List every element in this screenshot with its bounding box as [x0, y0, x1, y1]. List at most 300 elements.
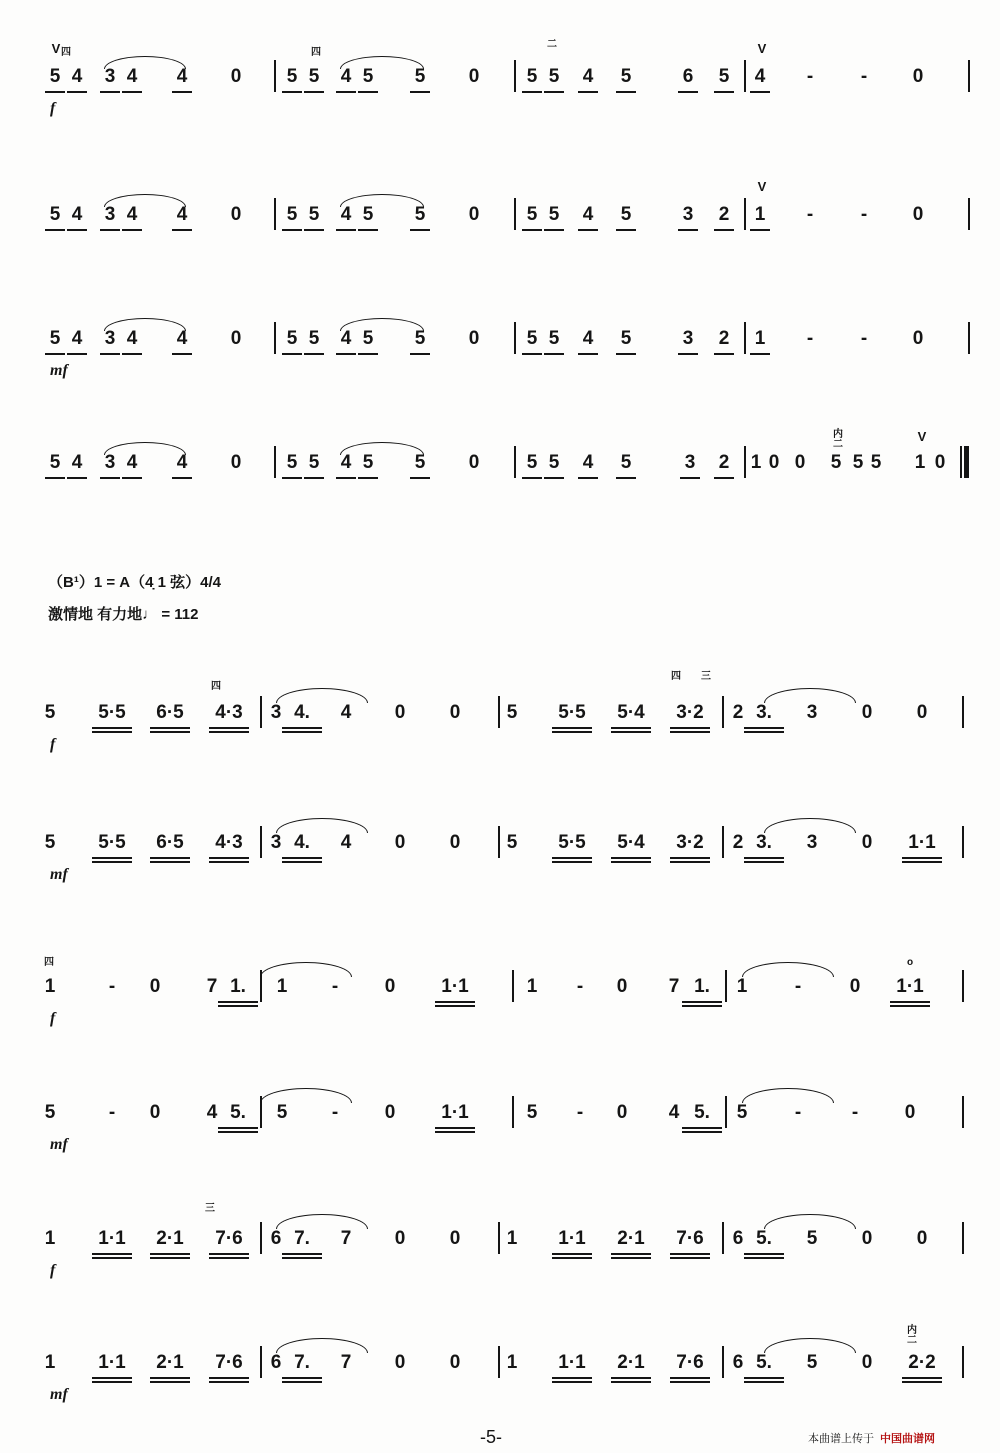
beam — [902, 1377, 942, 1379]
note: 5 — [620, 66, 632, 87]
note: 0 — [468, 66, 480, 87]
beam — [209, 861, 249, 863]
beam — [522, 229, 542, 231]
dynamic-marking: mf — [50, 1136, 68, 1153]
beam — [611, 861, 651, 863]
beam — [209, 1257, 249, 1259]
barline — [962, 1222, 964, 1254]
beam — [744, 1257, 784, 1259]
note: 2·2 — [908, 1352, 936, 1373]
beam — [902, 1381, 942, 1383]
site-logo: 中国曲谱网 — [880, 1433, 935, 1445]
note: 0 — [849, 976, 861, 997]
beam — [578, 353, 598, 355]
beam — [209, 1253, 249, 1255]
beam — [67, 229, 87, 231]
note: 5 — [308, 66, 320, 87]
beam — [552, 1377, 592, 1379]
beam — [282, 91, 302, 93]
note: 2·1 — [617, 1352, 645, 1373]
barline — [725, 1096, 727, 1128]
note: 2·1 — [156, 1352, 184, 1373]
note: 2 — [718, 204, 730, 225]
beam — [522, 353, 542, 355]
note: 0 — [912, 328, 924, 349]
note: 5·5 — [558, 702, 586, 723]
note: 5 — [526, 1102, 538, 1123]
note: 3 — [270, 832, 282, 853]
note: 4 — [71, 66, 83, 87]
page-number: -5- — [480, 1427, 502, 1447]
beam — [714, 229, 734, 231]
beam — [680, 477, 700, 479]
dynamic-marking: f — [50, 1262, 56, 1279]
beam — [122, 91, 142, 93]
beam — [45, 353, 65, 355]
note: - — [851, 1102, 859, 1123]
note: 1·1 — [558, 1352, 586, 1373]
note: 1. — [694, 976, 710, 997]
beam — [611, 731, 651, 733]
beam — [218, 1001, 258, 1003]
note: 5 — [830, 452, 842, 473]
note: 7·6 — [215, 1352, 243, 1373]
beam — [92, 861, 132, 863]
staff-system — [0, 814, 1000, 924]
note: 5. — [230, 1102, 246, 1123]
note: 4 — [176, 328, 188, 349]
beam — [890, 1001, 930, 1003]
note: 1·1 — [98, 1228, 126, 1249]
note: 2·1 — [156, 1228, 184, 1249]
fingering-mark: 三 — [205, 1203, 215, 1214]
beam — [670, 857, 710, 859]
beam — [611, 727, 651, 729]
note: 4 — [340, 66, 352, 87]
note: 4 — [582, 452, 594, 473]
beam — [282, 229, 302, 231]
beam — [616, 477, 636, 479]
note: 5 — [44, 702, 56, 723]
beam — [611, 1377, 651, 1379]
note: 1·1 — [896, 976, 924, 997]
slur — [742, 962, 834, 977]
note: 5·5 — [98, 702, 126, 723]
note: 4 — [126, 204, 138, 225]
beam — [616, 229, 636, 231]
dynamic-marking: f — [50, 736, 56, 753]
breath-mark: V — [917, 429, 927, 444]
beam — [45, 91, 65, 93]
note: - — [576, 976, 584, 997]
slur — [260, 962, 352, 977]
note: 0 — [394, 1228, 406, 1249]
note: 0 — [616, 1102, 628, 1123]
note: 5 — [362, 204, 374, 225]
note: 4 — [582, 204, 594, 225]
beam — [282, 1377, 322, 1379]
beam — [744, 1377, 784, 1379]
note: 3 — [270, 702, 282, 723]
beam — [282, 1381, 322, 1383]
fingering-mark: 四 — [44, 957, 54, 968]
note: 1·1 — [98, 1352, 126, 1373]
note: 0 — [916, 1228, 928, 1249]
note: 1 — [736, 976, 748, 997]
slur — [104, 442, 186, 455]
note: 5 — [620, 452, 632, 473]
staff-system — [0, 681, 1000, 794]
note: 0 — [912, 204, 924, 225]
note: 1 — [526, 976, 538, 997]
note: 3 — [682, 328, 694, 349]
note: 0 — [861, 1228, 873, 1249]
slur — [260, 1088, 352, 1103]
note: 5 — [308, 204, 320, 225]
barline — [514, 60, 516, 92]
note: 5 — [852, 452, 864, 473]
beam — [744, 731, 784, 733]
beam — [435, 1127, 475, 1129]
note: 5 — [736, 1102, 748, 1123]
note: 4 — [71, 328, 83, 349]
note: 0 — [468, 204, 480, 225]
note: 1·1 — [441, 1102, 469, 1123]
barline — [722, 1222, 724, 1254]
beam — [410, 353, 430, 355]
barline — [962, 970, 964, 1002]
note: 5·4 — [617, 702, 645, 723]
note: 5 — [870, 452, 882, 473]
beam — [150, 731, 190, 733]
note: - — [331, 976, 339, 997]
beam — [282, 1253, 322, 1255]
note: 7 — [206, 976, 218, 997]
note: 1 — [276, 976, 288, 997]
dynamic-marking: mf — [50, 362, 68, 379]
note: 0 — [449, 1228, 461, 1249]
note: 5 — [806, 1352, 818, 1373]
barline — [744, 60, 746, 92]
beam — [150, 1257, 190, 1259]
note: 5 — [414, 66, 426, 87]
note: 0 — [934, 452, 946, 473]
note: 0 — [230, 452, 242, 473]
beam — [282, 731, 322, 733]
note: 1 — [44, 1352, 56, 1373]
note: 0 — [394, 1352, 406, 1373]
note: 0 — [384, 1102, 396, 1123]
beam — [744, 857, 784, 859]
note: 3 — [806, 832, 818, 853]
beam — [682, 1005, 722, 1007]
slur — [764, 818, 856, 833]
note: 4 — [126, 66, 138, 87]
note: 4 — [126, 452, 138, 473]
beam — [282, 477, 302, 479]
note: 3·2 — [676, 832, 704, 853]
dynamic-marking: mf — [50, 1386, 68, 1403]
barline — [260, 826, 262, 858]
barline — [725, 970, 727, 1002]
note: 5 — [44, 1102, 56, 1123]
staff-system — [0, 958, 1000, 1068]
note: 5 — [362, 66, 374, 87]
note: 5. — [756, 1228, 772, 1249]
beam — [150, 1381, 190, 1383]
beam — [100, 91, 120, 93]
note: 4 — [176, 452, 188, 473]
note: 5 — [548, 328, 560, 349]
fingering-mark: 内二 — [907, 1325, 917, 1346]
note: 5 — [620, 328, 632, 349]
beam — [92, 1257, 132, 1259]
fingering-mark: 四 — [311, 47, 321, 58]
beam — [611, 1381, 651, 1383]
note: 7. — [294, 1228, 310, 1249]
note: 1 — [506, 1228, 518, 1249]
note: 5 — [526, 66, 538, 87]
beam — [336, 477, 356, 479]
final-barline — [964, 446, 969, 478]
slur — [764, 1214, 856, 1229]
note: 4 — [582, 66, 594, 87]
note: 0 — [230, 328, 242, 349]
note: 0 — [468, 452, 480, 473]
slur — [340, 442, 424, 455]
beam — [358, 91, 378, 93]
barline — [960, 446, 962, 478]
barline — [968, 322, 970, 354]
note: 5 — [414, 204, 426, 225]
slur — [764, 688, 856, 703]
note: 2 — [732, 702, 744, 723]
note: 0 — [449, 702, 461, 723]
note: 4. — [294, 832, 310, 853]
beam — [209, 1381, 249, 1383]
beam — [92, 1377, 132, 1379]
note: 5. — [694, 1102, 710, 1123]
note: 2 — [732, 832, 744, 853]
note: 0 — [616, 976, 628, 997]
dynamic-marking: mf — [50, 866, 68, 883]
note: 6 — [270, 1352, 282, 1373]
note: 0 — [468, 328, 480, 349]
note: 5 — [286, 66, 298, 87]
barline — [260, 1346, 262, 1378]
note: 5 — [548, 66, 560, 87]
note: - — [576, 1102, 584, 1123]
note: 0 — [794, 452, 806, 473]
beam — [890, 1005, 930, 1007]
note: 3·2 — [676, 702, 704, 723]
barline — [498, 696, 500, 728]
note: 5 — [548, 204, 560, 225]
beam — [682, 1127, 722, 1129]
note: 2 — [718, 452, 730, 473]
beam — [544, 353, 564, 355]
beam — [218, 1005, 258, 1007]
note: - — [108, 1102, 116, 1123]
beam — [304, 353, 324, 355]
note: 7 — [340, 1228, 352, 1249]
beam — [304, 229, 324, 231]
note: 4 — [71, 204, 83, 225]
beam — [282, 861, 322, 863]
beam — [410, 91, 430, 93]
slur — [104, 318, 186, 331]
beam — [616, 91, 636, 93]
note: 0 — [861, 702, 873, 723]
beam — [750, 353, 770, 355]
note: 0 — [912, 66, 924, 87]
beam — [150, 727, 190, 729]
beam — [122, 353, 142, 355]
beam — [670, 1253, 710, 1255]
note: 4 — [754, 66, 766, 87]
note: 4·3 — [215, 702, 243, 723]
beam — [282, 857, 322, 859]
note: 1 — [754, 204, 766, 225]
barline — [512, 970, 514, 1002]
note: 5 — [526, 452, 538, 473]
beam — [611, 1253, 651, 1255]
note: 7 — [340, 1352, 352, 1373]
beam — [209, 731, 249, 733]
barline — [274, 322, 276, 354]
note: 0 — [230, 66, 242, 87]
slur — [276, 1214, 368, 1229]
dynamic-marking: f — [50, 1010, 56, 1027]
beam — [670, 1377, 710, 1379]
note: 1·1 — [908, 832, 936, 853]
beam — [682, 1001, 722, 1003]
beam — [670, 1381, 710, 1383]
staff-system — [0, 310, 1000, 420]
barline — [968, 198, 970, 230]
barline — [962, 1096, 964, 1128]
note: - — [806, 204, 814, 225]
note: 5 — [414, 452, 426, 473]
note: 6 — [732, 1352, 744, 1373]
beam — [358, 477, 378, 479]
beam — [714, 353, 734, 355]
beam — [45, 229, 65, 231]
note: 0 — [394, 832, 406, 853]
barline — [260, 1222, 262, 1254]
beam — [92, 857, 132, 859]
beam — [578, 477, 598, 479]
barline — [274, 446, 276, 478]
beam — [611, 1257, 651, 1259]
note: 1. — [230, 976, 246, 997]
barline — [962, 696, 964, 728]
beam — [578, 91, 598, 93]
staff-system — [0, 429, 1000, 544]
beam — [552, 731, 592, 733]
note: 7·6 — [676, 1228, 704, 1249]
note: 4 — [71, 452, 83, 473]
beam — [682, 1131, 722, 1133]
note: 7·6 — [676, 1352, 704, 1373]
beam — [100, 229, 120, 231]
beam — [67, 91, 87, 93]
beam — [744, 1381, 784, 1383]
note: - — [860, 204, 868, 225]
note: - — [860, 66, 868, 87]
beam — [209, 727, 249, 729]
note: 5 — [49, 328, 61, 349]
note: 3 — [684, 452, 696, 473]
barline — [744, 198, 746, 230]
beam — [552, 1381, 592, 1383]
note: 4 — [176, 66, 188, 87]
beam — [544, 477, 564, 479]
beam — [172, 353, 192, 355]
key-signature-line: （B¹）1 = A（4̣ 1 弦）4/4 — [48, 574, 221, 591]
note: - — [794, 976, 802, 997]
staff-system — [0, 48, 1000, 158]
note: 5 — [308, 452, 320, 473]
barline — [722, 696, 724, 728]
slur — [276, 1338, 368, 1353]
beam — [92, 727, 132, 729]
tempo-marking: 激情地 有力地♩ = 112 — [48, 606, 199, 623]
beam — [578, 229, 598, 231]
barline — [514, 198, 516, 230]
beam — [100, 477, 120, 479]
beam — [172, 229, 192, 231]
note: 4 — [340, 832, 352, 853]
note: 1 — [750, 452, 762, 473]
beam — [611, 857, 651, 859]
note: 1·1 — [558, 1228, 586, 1249]
note: 0 — [384, 976, 396, 997]
beam — [750, 229, 770, 231]
beam — [522, 477, 542, 479]
note: 4 — [206, 1102, 218, 1123]
beam — [552, 857, 592, 859]
note: 4 — [126, 328, 138, 349]
beam — [92, 731, 132, 733]
note: 4 — [668, 1102, 680, 1123]
note: 1·1 — [441, 976, 469, 997]
beam — [670, 731, 710, 733]
footer-text: 本曲谱上传于 — [808, 1433, 874, 1445]
slur — [104, 194, 186, 207]
beam — [544, 91, 564, 93]
beam — [678, 229, 698, 231]
fingering-mark: 四 — [671, 671, 681, 682]
slur — [340, 56, 424, 69]
beam — [670, 727, 710, 729]
barline — [498, 826, 500, 858]
note: 6 — [682, 66, 694, 87]
barline — [514, 322, 516, 354]
note: 2 — [718, 328, 730, 349]
note: 5·5 — [98, 832, 126, 853]
note: 1 — [44, 976, 56, 997]
note: 1 — [754, 328, 766, 349]
note: 5 — [414, 328, 426, 349]
note: 4 — [340, 204, 352, 225]
fingering-mark: 三 — [701, 671, 711, 682]
note: 5 — [718, 66, 730, 87]
barline — [968, 60, 970, 92]
note: 0 — [904, 1102, 916, 1123]
slur — [742, 1088, 834, 1103]
beam — [336, 229, 356, 231]
